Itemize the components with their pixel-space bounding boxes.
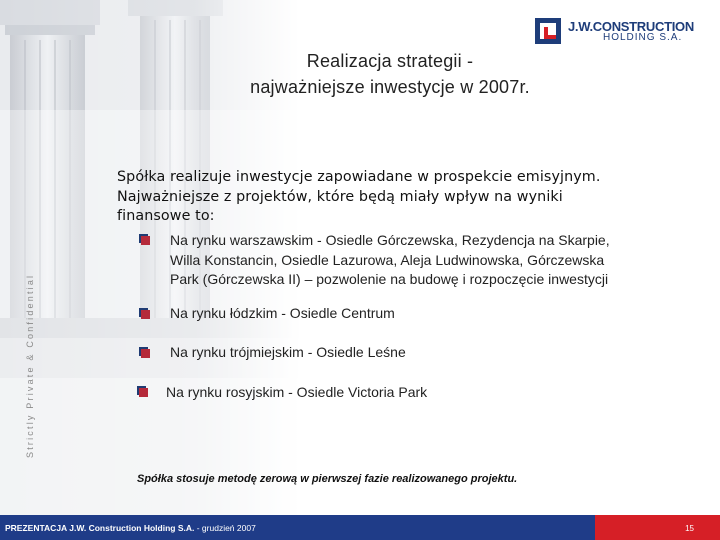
bullet-icon	[141, 349, 150, 358]
side-confidential-label: Strictly Private & Confidential	[25, 273, 35, 458]
bullet-item-warsaw: Na rynku warszawskim - Osiedle Górczewska, Rezydencja na Skarpie, Willa Konstancin, Osiedle Lazurowa, Aleja Ludwinowska, Górczewska Park (Górczewska II) – pozwolenie na budowę i rozpoczęcie inwestycji	[170, 232, 610, 287]
footer-label	[5, 523, 256, 533]
footer-label-date: - grudzień 2007	[194, 523, 256, 533]
logo-mark-icon	[535, 18, 561, 44]
title-line-2: najważniejsze inwestycje w 2007r.	[250, 77, 530, 97]
slide-title	[190, 48, 590, 100]
bullet-item-lodz: Na rynku łódzkim - Osiedle Centrum	[170, 305, 395, 321]
logo-subtitle: HOLDING S.A.	[603, 32, 683, 43]
title-line-1: Realizacja strategii -	[306, 51, 474, 71]
footer-bar	[0, 515, 720, 540]
company-logo	[535, 18, 705, 46]
page-number-box	[595, 515, 720, 540]
page-number: 15	[685, 524, 694, 533]
footer-label-bold: PREZENTACJA J.W. Construction Holding S.A.	[5, 523, 195, 533]
bullet-icon	[141, 310, 150, 319]
intro-paragraph: Spółka realizuje inwestycje zapowiadane w prospekcie emisyjnym. Najważniejsze z projektów, które będą miały wpływ na wyniki finansowe to:	[117, 169, 601, 224]
bullet-icon	[139, 388, 148, 397]
method-note: Spółka stosuje metodę zerową w pierwszej fazie realizowanego projektu.	[137, 473, 518, 485]
logo-name: J.W.CONSTRUCTION	[568, 19, 694, 34]
bullet-item-russia: Na rynku rosyjskim - Osiedle Victoria Park	[166, 384, 428, 400]
bullet-icon	[141, 236, 150, 245]
bullet-item-tricity: Na rynku trójmiejskim - Osiedle Leśne	[170, 344, 406, 360]
